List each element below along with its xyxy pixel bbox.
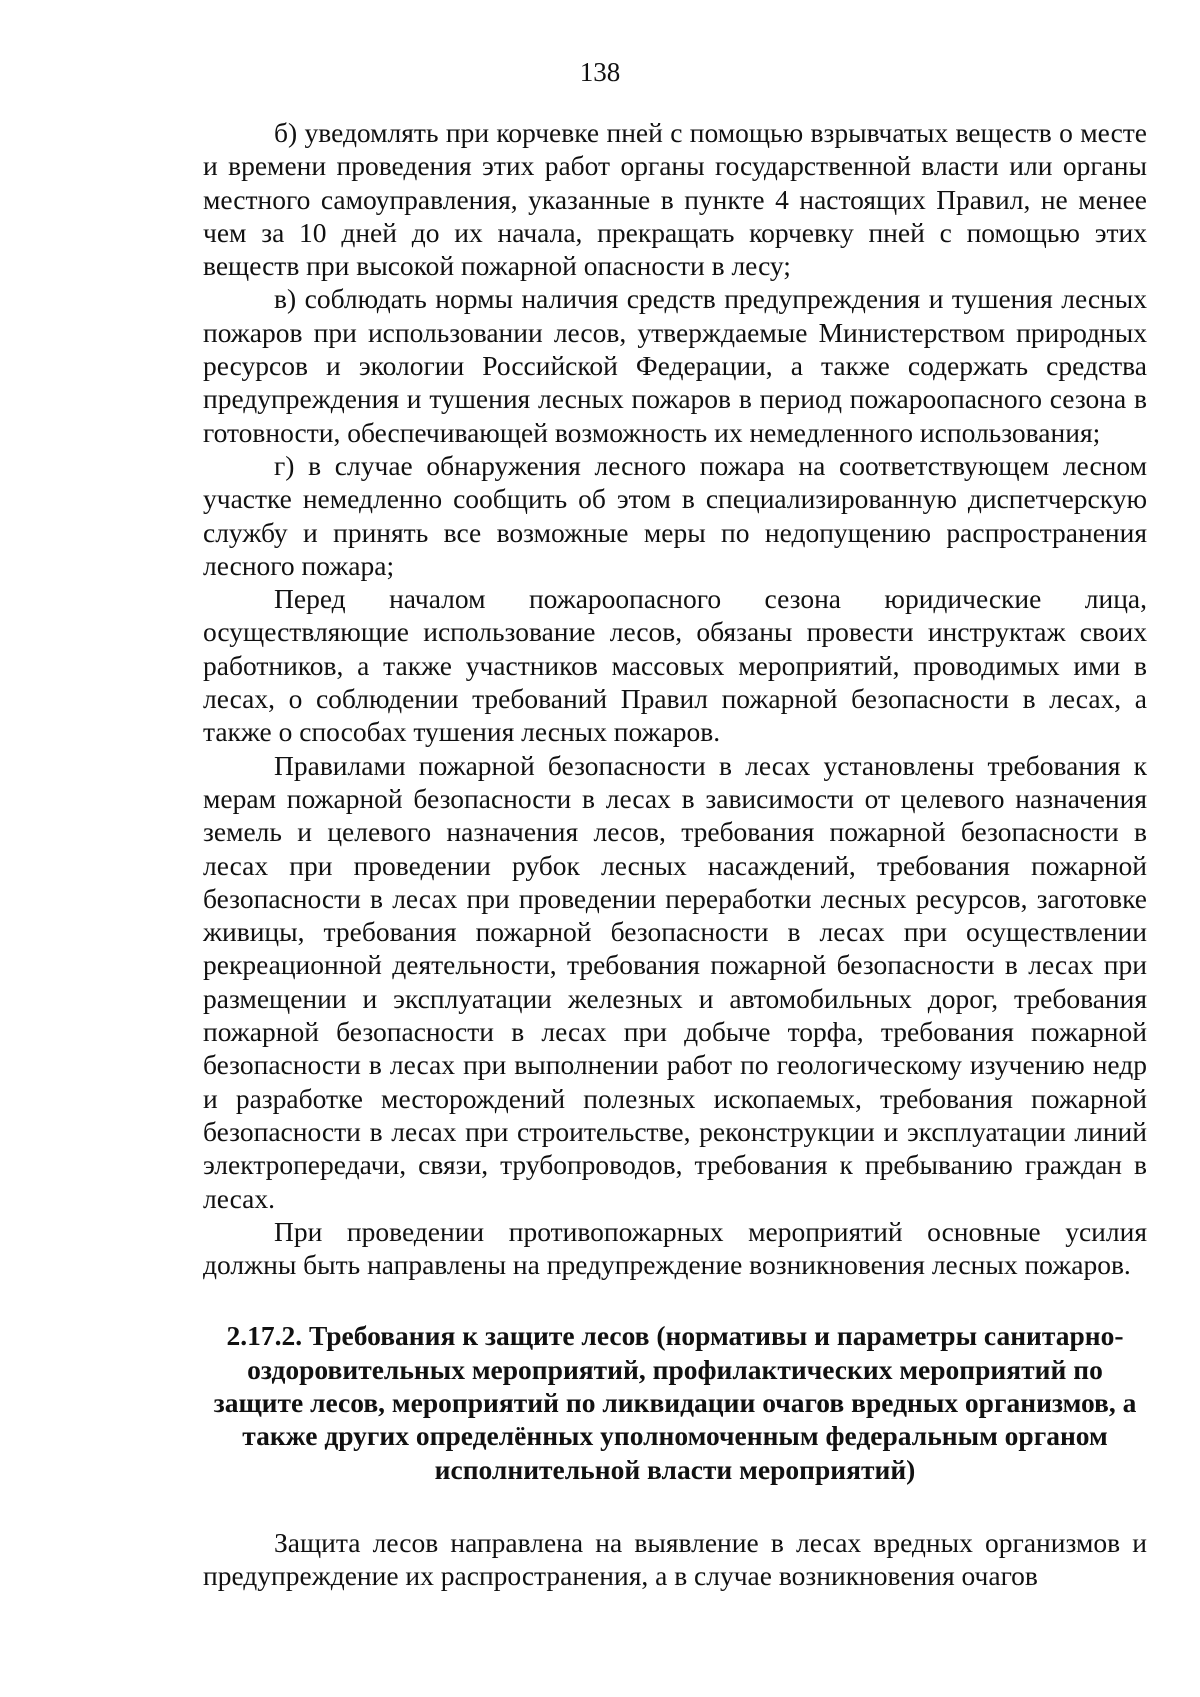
page-body [203,116,1147,1592]
section-heading: 2.17.2. Требования к защите лесов (нормативы и параметры санитарно-оздоровительных мероприятий, профилактических мероприятий по защите лесов, мероприятий по ликвидации очагов вредных организмов, а также других определённых уполномоченным федеральным органом исполнительной власти мероприятий) [213,1320,1137,1485]
paragraph-item-b: б) уведомлять при корчевке пней с помощью взрывчатых веществ о месте и времени проведения этих работ органы государственной власти или органы местного самоуправления, указанные в пункте 4 настоящих Правил, не менее чем за 10 дней до их начала, прекращать корчевку пней с помощью этих веществ при высокой пожарной опасности в лесу; [203,117,1147,282]
paragraph-item-v: в) соблюдать нормы наличия средств предупреждения и тушения лесных пожаров при использовании лесов, утверждаемые Министерством природных ресурсов и экологии Российской Федерации, а также содержать средства предупреждения и тушения лесных пожаров в период пожароопасного сезона в готовности, обеспечивающей возможность их немедленного использования; [203,283,1147,448]
paragraph-item-g: г) в случае обнаружения лесного пожара на соответствующем лесном участке немедленно сообщить об этом в специализированную диспетчерскую службу и принять все возможные меры по недопущению распространения лесного пожара; [203,449,1147,581]
paragraph-forest-protection: Защита лесов направлена на выявление в лесах вредных организмов и предупреждение их распространения, а в случае возникновения очагов [203,1526,1147,1592]
paragraph-briefing: Перед началом пожароопасного сезона юридические лица, осуществляющие использование лесов, обязаны провести инструктаж своих работников, а также участников массовых мероприятий, проводимых ими в лесах, о соблюдении требований Правил пожарной безопасности в лесах, а также о способах тушения лесных пожаров. [203,583,1147,748]
page-number: 138 [579,57,621,87]
paragraph-fire-rules: Правилами пожарной безопасности в лесах установлены требования к мерам пожарной безопасности в лесах в зависимости от целевого назначения земель и целевого назначения лесов, требования пожарной безопасности в лесах при проведении рубок лесных насаждений, требования пожарной безопасности в лесах при проведении переработки лесных ресурсов, заготовке живицы, требования пожарной безопасности в лесах при осуществлении рекреационной деятельности, требования пожарной безопасности в лесах при размещении и эксплуатации железных и автомобильных дорог, требования пожарной безопасности в лесах при добыче торфа, требования пожарной безопасности в лесах при выполнении работ по геологическому изучению недр и разработке месторождений полезных ископаемых, требования пожарной безопасности в лесах при строительстве, реконструкции и эксплуатации линий электропередачи, связи, трубопроводов, требования к пребыванию граждан в лесах. [203,749,1147,1214]
paragraph-prevention: При проведении противопожарных мероприятий основные усилия должны быть направлены на предупреждение возникновения лесных пожаров. [203,1215,1147,1281]
